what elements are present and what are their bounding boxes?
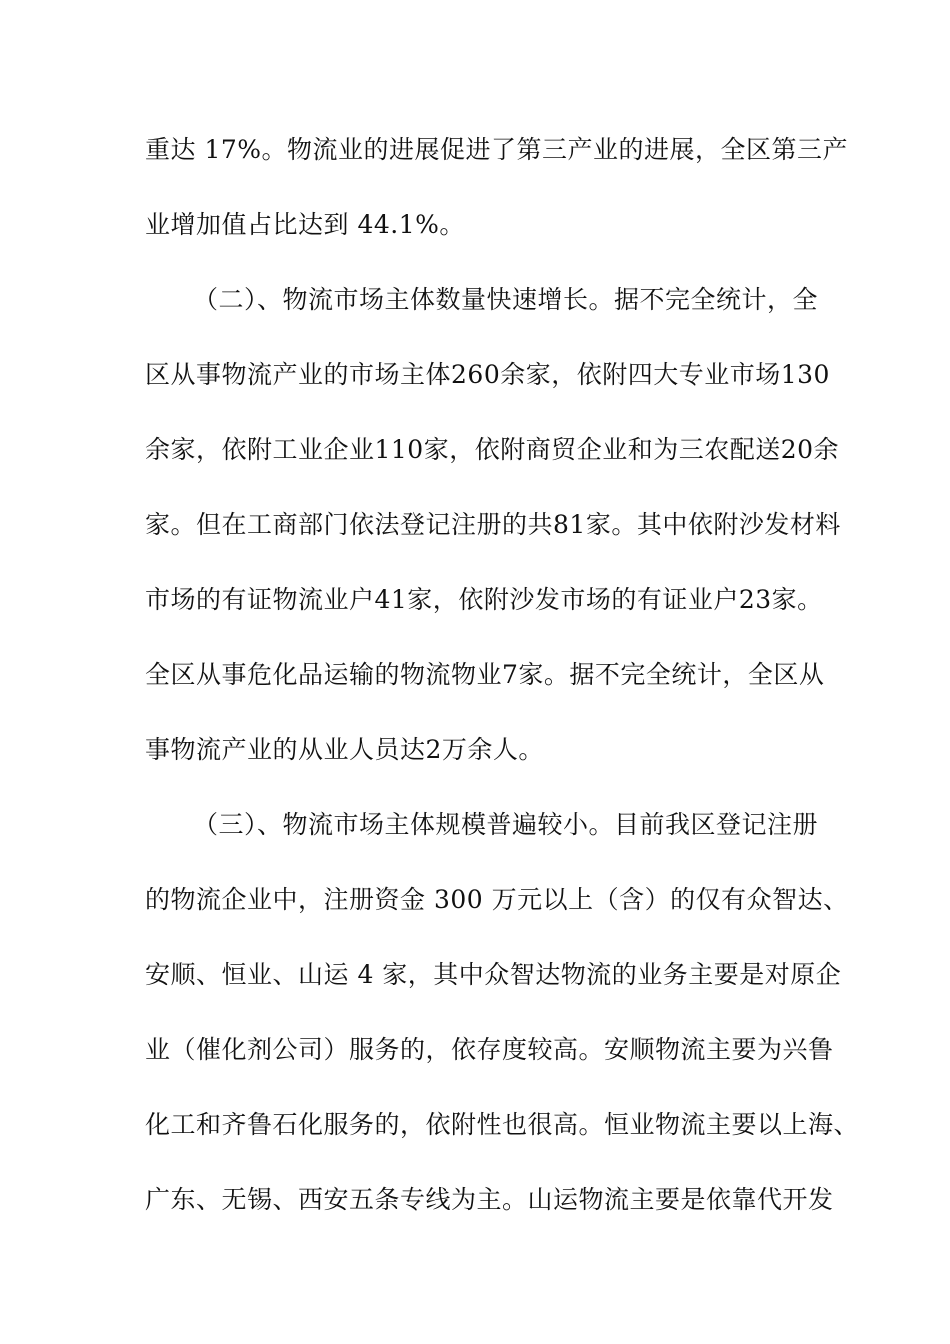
paragraph-heading-line: （三）、物流市场主体规模普遍较小。目前我区登记注册 (193, 810, 819, 839)
text-line: 化工和齐鲁石化服务的，依附性也很高。恒业物流主要以上海、 (145, 1110, 860, 1139)
text-line: 市场的有证物流业户41家，依附沙发市场的有证业户23家。 (145, 585, 823, 614)
text-line: 广东、无锡、西安五条专线为主。山运物流主要是依靠代开发 (145, 1185, 834, 1214)
text-line: 重达 17%。物流业的进展促进了第三产业的进展，全区第三产 (145, 135, 849, 164)
text-line: 全区从事危化品运输的物流物业7家。据不完全统计，全区从 (145, 660, 825, 689)
text-line: 业增加值占比达到 44.1%。 (145, 210, 465, 239)
text-line: 业（催化剂公司）服务的，依存度较高。安顺物流主要为兴鲁 (145, 1035, 834, 1064)
paragraph-heading-line: （二）、物流市场主体数量快速增长。据不完全统计，全 (193, 285, 819, 314)
text-line: 区从事物流产业的市场主体260余家，依附四大专业市场130 (145, 360, 830, 389)
text-line: 安顺、恒业、山运 4 家，其中众智达物流的业务主要是对原企 (145, 960, 842, 989)
text-line: 的物流企业中，注册资金 300 万元以上（含）的仅有众智达、 (145, 885, 849, 914)
text-line: 事物流产业的从业人员达2万余人。 (145, 735, 544, 764)
text-line: 余家，依附工业企业110家，依附商贸企业和为三农配送20余 (145, 435, 840, 464)
text-line: 家。但在工商部门依法登记注册的共81家。其中依附沙发材料 (145, 510, 841, 539)
